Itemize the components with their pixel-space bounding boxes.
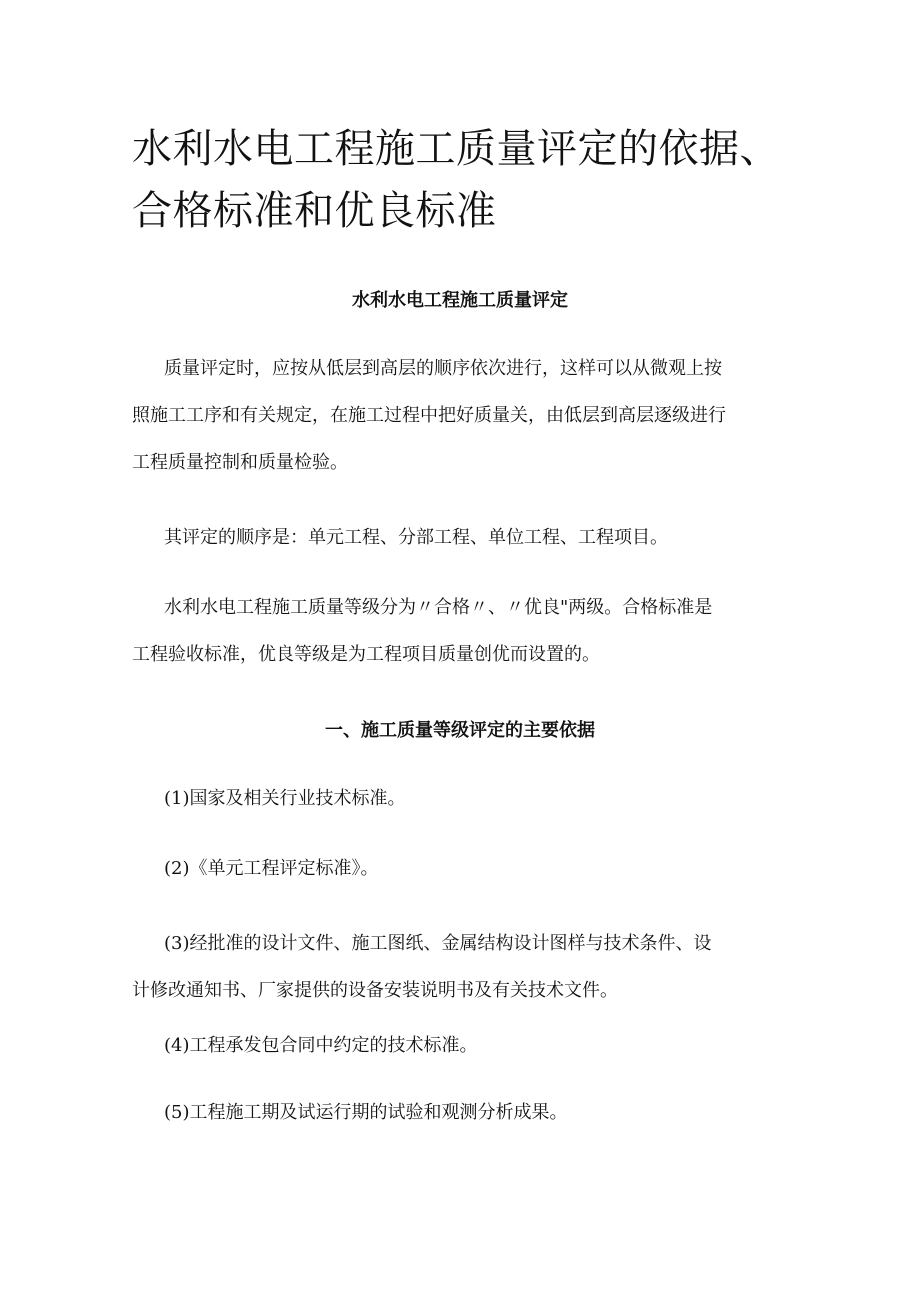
paragraph-line: 其评定的顺序是：单元工程、分部工程、单位工程、工程项目。 <box>164 527 668 548</box>
document-title <box>132 118 832 242</box>
title-line-2: 合格标准和优良标准 <box>132 188 497 234</box>
basis-item-1: (1)国家及相关行业技术标准。 <box>164 788 406 809</box>
basis-item-line: 计修改通知书、厂家提供的设备安装说明书及有关技术文件。 <box>132 980 618 1001</box>
section-heading: 水利水电工程施工质量评定 <box>352 290 568 311</box>
paragraph-line: 照施工工序和有关规定，在施工过程中把好质量关，由低层到高层逐级进行 <box>132 405 726 426</box>
paragraph-quality-evaluation-order <box>132 345 797 486</box>
paragraph-line: 质量评定时，应按从低层到高层的顺序依次进行，这样可以从微观上按 <box>164 358 722 379</box>
paragraph-quality-grades <box>132 584 797 678</box>
paragraph-evaluation-sequence <box>132 514 797 561</box>
basis-item-line: (3)经批准的设计文件、施工图纸、金属结构设计图样与技术条件、设 <box>164 933 712 954</box>
basis-item-5: (5)工程施工期及试运行期的试验和观测分析成果。 <box>164 1102 568 1123</box>
basis-item-2: (2)《单元工程评定标准》。 <box>164 858 379 879</box>
subheading-main-basis: 一、施工质量等级评定的主要依据 <box>325 720 595 741</box>
paragraph-line: 水利水电工程施工质量等级分为〃合格〃、〃优良"两级。合格标准是 <box>164 597 713 618</box>
paragraph-line: 工程质量控制和质量检验。 <box>132 452 348 473</box>
basis-item-3 <box>132 920 797 1014</box>
paragraph-line: 工程验收标准，优良等级是为工程项目质量创优而设置的。 <box>132 644 600 665</box>
title-line-1: 水利水电工程施工质量评定的依据、 <box>132 126 780 172</box>
basis-item-4: (4)工程承发包合同中约定的技术标准。 <box>164 1035 478 1056</box>
